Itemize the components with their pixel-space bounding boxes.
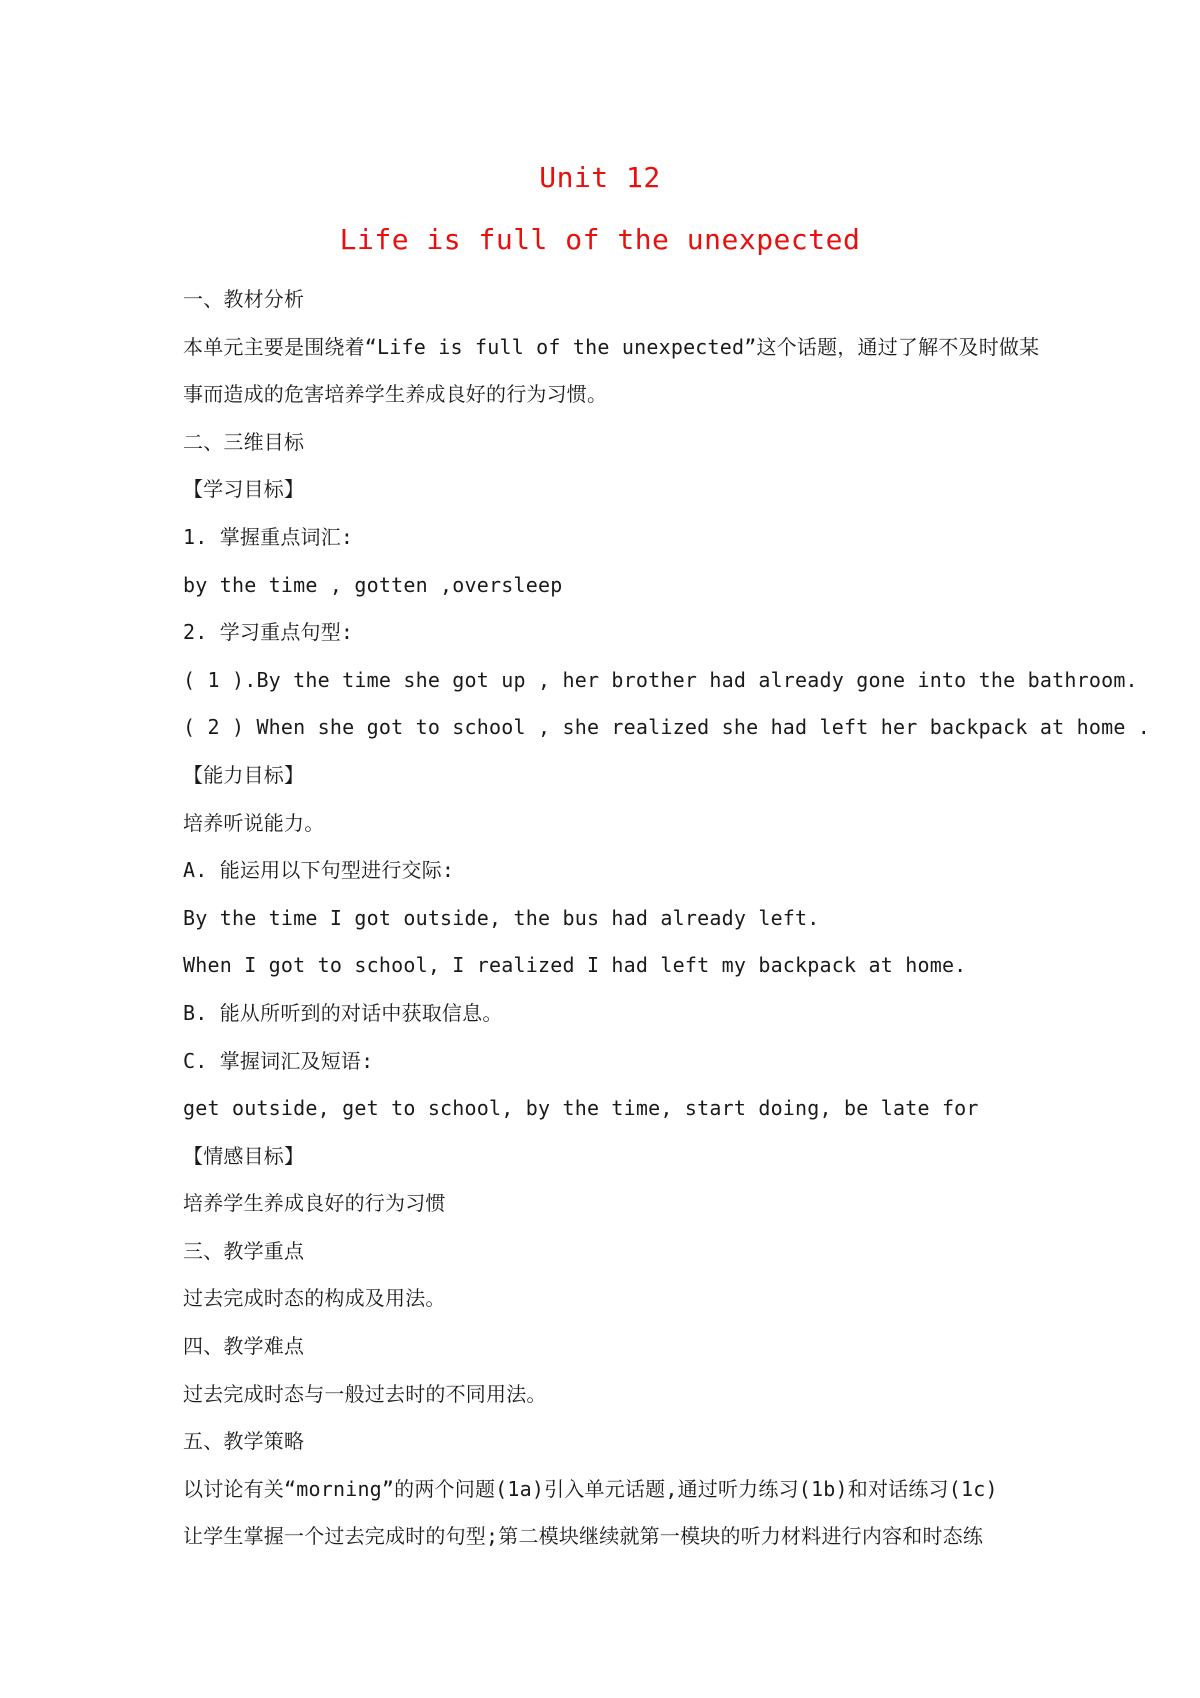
- phrase-line: get outside, get to school, by the time, start doing, be late for: [183, 1096, 979, 1121]
- example-sentence: When I got to school, I realized I had left my backpack at home.: [183, 953, 967, 978]
- paragraph-line: 事而造成的危害培养学生养成良好的行为习惯。: [183, 382, 608, 407]
- list-item: C. 掌握词汇及短语:: [183, 1048, 374, 1073]
- paragraph-line: 让学生掌握一个过去完成时的句型;第二模块继续就第一模块的听力材料进行内容和时态练: [183, 1524, 984, 1549]
- section-heading-textbook-analysis: 一、教材分析: [183, 287, 305, 311]
- paragraph-line: 以讨论有关“morning”的两个问题(1a)引入单元话题,通过听力练习(1b)和对话练习(1c): [183, 1476, 998, 1501]
- list-item: 1. 掌握重点词汇:: [183, 524, 354, 549]
- list-item: A. 能运用以下句型进行交际:: [183, 858, 455, 883]
- subheading-learning-goals: 【学习目标】: [183, 477, 305, 502]
- list-item: 2. 学习重点句型:: [183, 620, 354, 645]
- vocabulary-line: by the time , gotten ,oversleep: [183, 572, 563, 597]
- example-sentence: ( 1 ).By the time she got up , her brother had already gone into the bathroom.: [183, 667, 1138, 692]
- section-heading-key-points: 三、教学重点: [183, 1238, 305, 1263]
- example-sentence: ( 2 ) When she got to school , she realized she had left her backpack at home .: [183, 715, 1151, 740]
- document-body: [183, 276, 1151, 1561]
- subheading-emotional-goals: 【情感目标】: [183, 1143, 305, 1168]
- unit-title: Unit 12: [539, 161, 661, 194]
- paragraph-line: 过去完成时态的构成及用法。: [183, 1286, 446, 1311]
- paragraph-line: 过去完成时态与一般过去时的不同用法。: [183, 1381, 547, 1406]
- subheading-ability-goals: 【能力目标】: [183, 762, 305, 787]
- list-item: B. 能从所听到的对话中获取信息。: [183, 1000, 503, 1025]
- unit-subtitle: Life is full of the unexpected: [339, 223, 861, 256]
- paragraph-line: 本单元主要是围绕着“Life is full of the unexpected”这个话题，通过了解不及时做某: [183, 334, 1040, 359]
- paragraph-line: 培养学生养成良好的行为习惯: [183, 1191, 446, 1216]
- section-heading-objectives: 二、三维目标: [183, 429, 305, 454]
- section-heading-difficulties: 四、教学难点: [183, 1334, 305, 1359]
- example-sentence: By the time I got outside, the bus had already left.: [183, 905, 820, 930]
- section-heading-strategy: 五、教学策略: [183, 1429, 305, 1454]
- paragraph-line: 培养听说能力。: [183, 810, 325, 835]
